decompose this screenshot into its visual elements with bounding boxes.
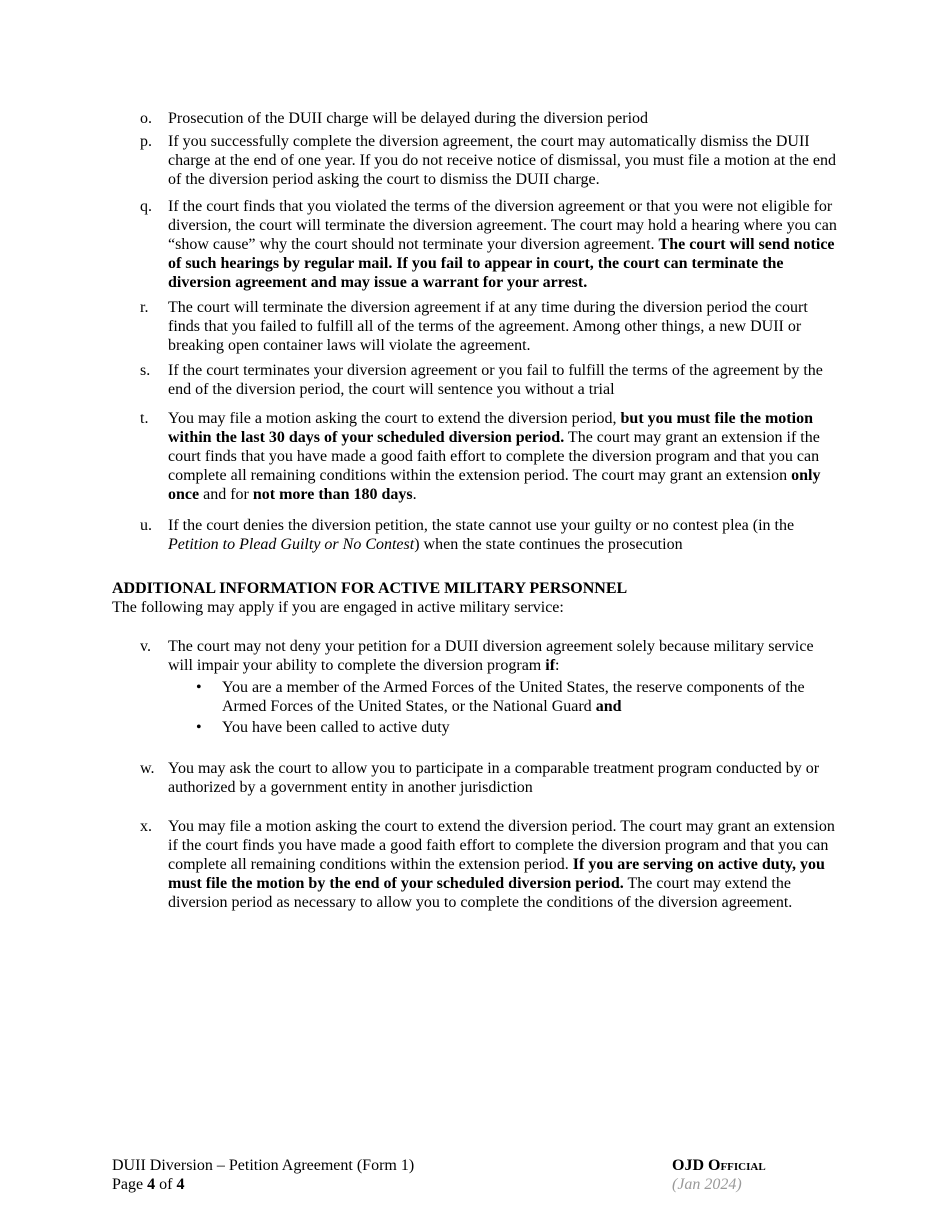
- list-item-text-main: The court may not deny your petition for a DUII diversion agreement solely because military service will impair your ability to complete the diversion program if:: [168, 638, 814, 674]
- list-item-text: [168, 637, 838, 739]
- list-item-t: [140, 409, 838, 504]
- bullet-text: You have been called to active duty: [222, 719, 450, 736]
- list-item-v: [140, 637, 838, 739]
- list-item-q: [140, 197, 838, 292]
- list-item-text: If the court denies the diversion petition, the state cannot use your guilty or no contest plea (in the Petition to Plead Guilty or No Contest) when the state continues the prosecution: [168, 517, 795, 553]
- list-item-s: [140, 361, 838, 399]
- list-item-label: u.: [140, 517, 152, 534]
- footer-right: [672, 1156, 838, 1194]
- page-body: [112, 109, 838, 912]
- sub-bullet-list: [168, 678, 838, 737]
- list-item-text: Prosecution of the DUII charge will be delayed during the diversion period: [168, 110, 649, 127]
- list-item-text: If you successfully complete the diversion agreement, the court may automatically dismiss the DUII charge at the end of one year. If you do not receive notice of dismissal, you must file a motion at the end of the diversion period asking the court to dismiss the DUII charge.: [168, 133, 836, 188]
- bullet-icon: •: [196, 719, 202, 736]
- list-item-label: s.: [140, 362, 151, 379]
- list-item-text: You may file a motion asking the court to extend the diversion period. The court may grant an extension if the court finds you have made a good faith effort to complete the diversion program and that you can complete all remaining conditions within the extension period. If you are serving on active duty, you must file the motion by the end of your scheduled diversion period. The court may extend the diversion period as necessary to allow you to complete the conditions of the diversion agreement.: [168, 818, 835, 911]
- section-intro: The following may apply if you are engaged in active military service:: [112, 599, 564, 616]
- list-item-text: If the court finds that you violated the terms of the diversion agreement or that you were not eligible for diversion, the court will terminate the diversion agreement. The court may hold a hearing where you can “show cause” why the court should not terminate your diversion agreement. The court will send notice of such hearings by regular mail. If you fail to appear in court, the court can terminate the diversion agreement and may issue a warrant for your arrest.: [168, 198, 837, 291]
- footer-revision-date: (Jan 2024): [672, 1176, 742, 1193]
- list-item-u: [140, 516, 838, 554]
- page-footer: [112, 1156, 838, 1194]
- list-item-label: o.: [140, 110, 152, 127]
- footer-ojd-official: OJD Official: [672, 1157, 766, 1174]
- footer-page-number: Page 4 of 4: [112, 1176, 185, 1193]
- list-item-r: [140, 298, 838, 355]
- list-item-p: [140, 132, 838, 189]
- list-item-x: [140, 817, 838, 912]
- list-item-text: The court will terminate the diversion agreement if at any time during the diversion period the court finds that you failed to fulfill all of the terms of the agreement. Among other things, a new DUII or breaking open container laws will violate the agreement.: [168, 299, 808, 354]
- list-item-label: v.: [140, 638, 151, 655]
- list-item-label: x.: [140, 818, 152, 835]
- bullet-text: You are a member of the Armed Forces of the United States, the reserve components of the Armed Forces of the United States, or the National Guard and: [222, 679, 805, 715]
- list-item-o: [140, 109, 838, 128]
- list-item-label: t.: [140, 410, 149, 427]
- list-item-label: q.: [140, 198, 152, 215]
- bullet-item: [196, 678, 838, 716]
- footer-left: [112, 1156, 672, 1194]
- list-item-label: w.: [140, 760, 155, 777]
- list-item-w: [140, 759, 838, 797]
- list-item-label: r.: [140, 299, 149, 316]
- list-item-text: If the court terminates your diversion agreement or you fail to fulfill the terms of the agreement by the end of the diversion period, the court will sentence you without a trial: [168, 362, 823, 398]
- list-item-text: You may ask the court to allow you to participate in a comparable treatment program conducted by or authorized by a government entity in another jurisdiction: [168, 760, 820, 796]
- bullet-item: [196, 718, 838, 737]
- list-item-text: You may file a motion asking the court to extend the diversion period, but you must file the motion within the last 30 days of your scheduled diversion period. The court may grant an extension if the court finds that you have made a good faith effort to complete the diversion program and that you can complete all remaining conditions within the extension period. The court may grant an extension only once and for not more than 180 days.: [168, 410, 821, 503]
- section-heading-military: ADDITIONAL INFORMATION FOR ACTIVE MILITARY PERSONNEL: [112, 580, 628, 597]
- list-item-label: p.: [140, 133, 152, 150]
- footer-form-title: DUII Diversion – Petition Agreement (Form 1): [112, 1157, 415, 1174]
- bullet-icon: •: [196, 679, 202, 696]
